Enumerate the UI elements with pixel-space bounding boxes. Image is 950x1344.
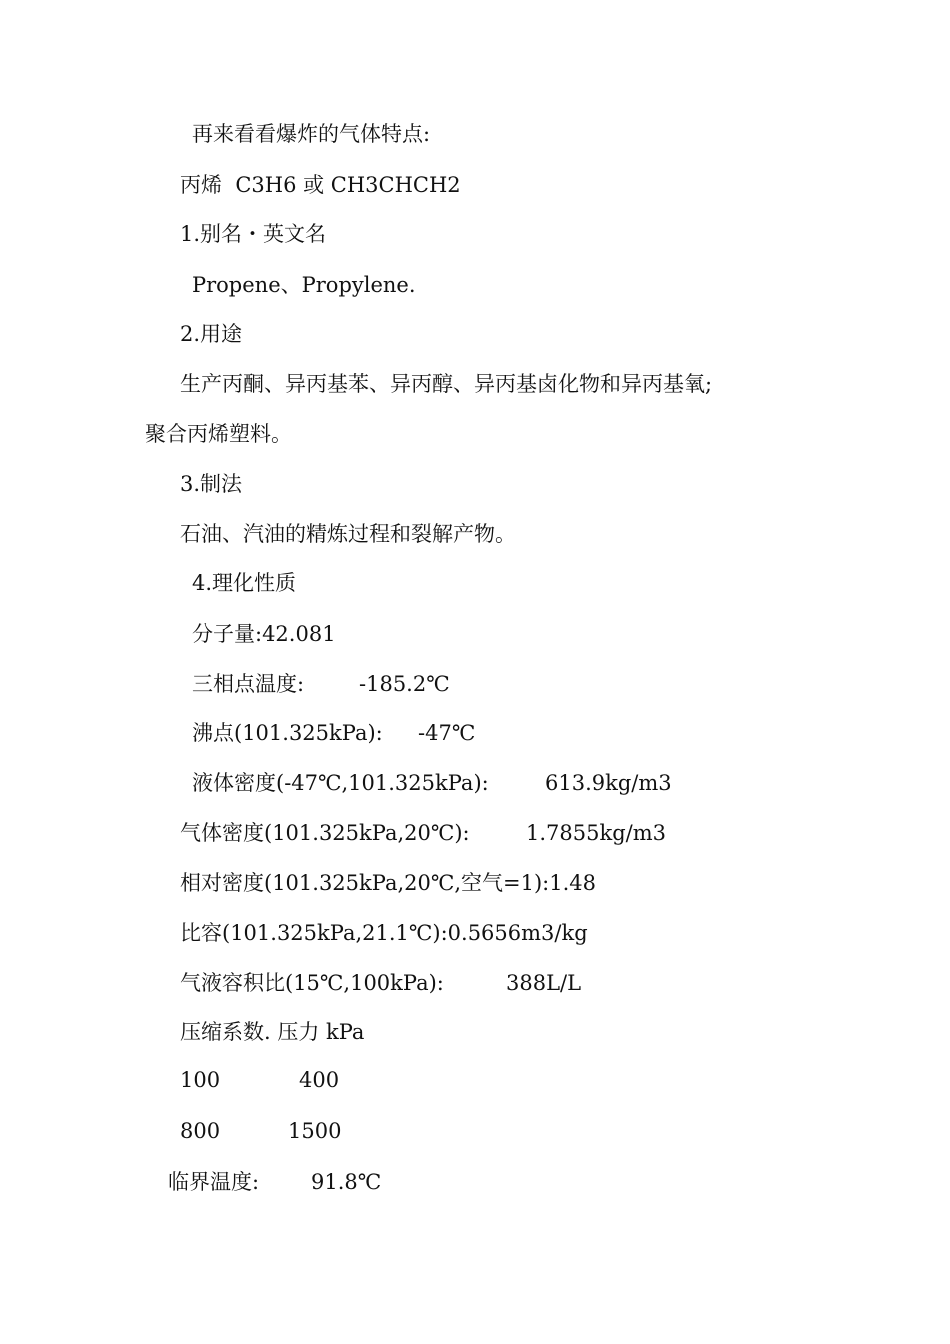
critical-temp-label: 临界温度:	[168, 1170, 260, 1194]
gas-liquid-ratio-label: 气液容积比(15℃,100kPa):	[180, 971, 444, 995]
boiling-point-label: 沸点(101.325kPa):	[192, 721, 383, 745]
formula-line: 丙烯 C3H6 或 CH3CHCH2	[180, 173, 461, 197]
section2-body-line2: 聚合丙烯塑料。	[145, 422, 292, 446]
gas-liquid-ratio-value: 388L/L	[506, 971, 582, 995]
section3-body: 石油、汽油的精炼过程和裂解产物。	[180, 522, 516, 546]
section2-body-line1: 生产丙酮、异丙基苯、异丙醇、异丙基卤化物和异丙基氧;	[180, 372, 713, 396]
relative-density: 相对密度(101.325kPa,20℃,空气=1):1.48	[180, 871, 597, 895]
molecular-weight: 分子量:42.081	[192, 622, 336, 646]
compressibility-heading: 压缩系数. 压力 kPa	[180, 1020, 365, 1044]
liquid-density-label: 液体密度(-47℃,101.325kPa):	[192, 771, 489, 795]
critical-temp-row	[168, 1168, 468, 1280]
compressibility-value: 1500	[288, 1119, 342, 1143]
gas-density-label: 气体密度(101.325kPa,20℃):	[180, 821, 470, 845]
gas-density-value: 1.7855kg/m3	[526, 821, 666, 845]
section4-heading: 4.理化性质	[192, 571, 297, 595]
compressibility-value: 400	[299, 1068, 340, 1092]
compressibility-value: 800	[180, 1119, 221, 1143]
critical-temp-value: 91.8℃	[311, 1170, 382, 1194]
intro-text: 再来看看爆炸的气体特点:	[192, 122, 431, 146]
triple-point-label: 三相点温度:	[192, 672, 305, 696]
compressibility-value: 100	[180, 1068, 221, 1092]
boiling-point-value: -47℃	[418, 721, 476, 745]
liquid-density-value: 613.9kg/m3	[545, 771, 672, 795]
section3-heading: 3.制法	[180, 472, 243, 496]
specific-volume: 比容(101.325kPa,21.1℃):0.5656m3/kg	[180, 921, 588, 945]
section1-heading: 1.别名・英文名	[180, 222, 327, 246]
triple-point-value: -185.2℃	[359, 672, 450, 696]
section2-heading: 2.用途	[180, 322, 243, 346]
section1-body: Propene、Propylene.	[192, 273, 416, 297]
